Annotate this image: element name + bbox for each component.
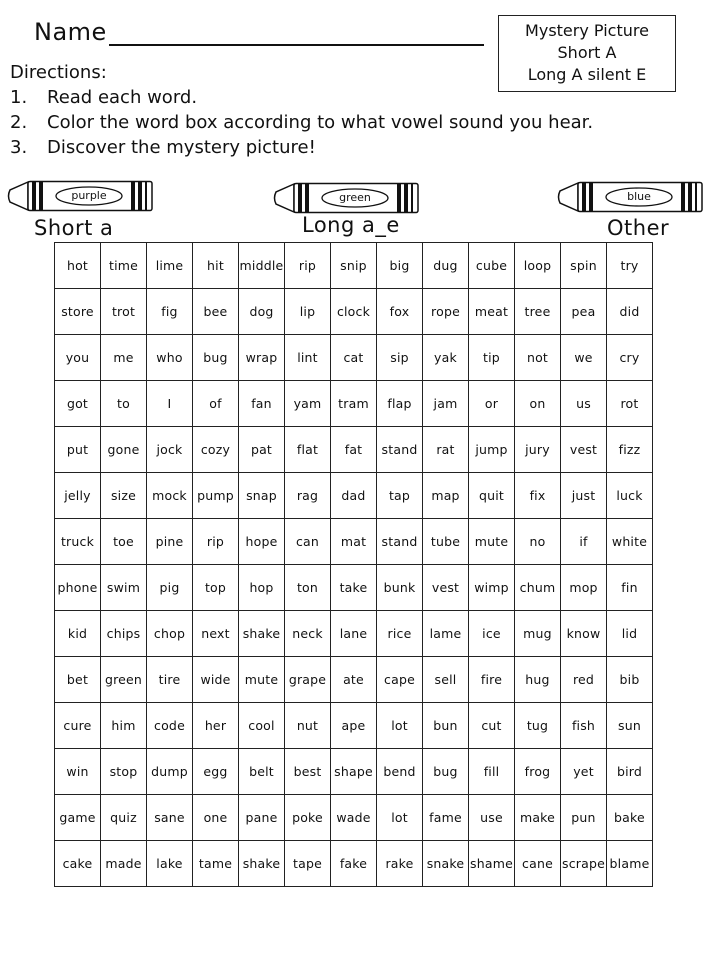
word-box[interactable]: kid — [55, 611, 101, 657]
word-box[interactable]: or — [469, 381, 515, 427]
word-box[interactable]: nut — [285, 703, 331, 749]
word-box[interactable]: win — [55, 749, 101, 795]
word-box[interactable]: lot — [377, 703, 423, 749]
crayon-blue-icon — [556, 181, 704, 213]
word-box[interactable]: bug — [423, 749, 469, 795]
category-long-a-e: Long a_e — [302, 213, 400, 237]
grid-row — [55, 427, 653, 473]
word-box[interactable]: fox — [377, 289, 423, 335]
word-box[interactable]: red — [561, 657, 607, 703]
word-box[interactable]: bet — [55, 657, 101, 703]
word-box[interactable]: know — [561, 611, 607, 657]
word-box[interactable]: flat — [285, 427, 331, 473]
word-box[interactable]: cure — [55, 703, 101, 749]
word-box[interactable]: tram — [331, 381, 377, 427]
word-box[interactable]: bug — [193, 335, 239, 381]
word-box[interactable]: tip — [469, 335, 515, 381]
word-box[interactable]: fake — [331, 841, 377, 887]
word-box[interactable]: truck — [55, 519, 101, 565]
word-box[interactable]: lame — [423, 611, 469, 657]
word-box[interactable]: white — [607, 519, 653, 565]
word-box[interactable]: me — [101, 335, 147, 381]
word-box[interactable]: wrap — [239, 335, 285, 381]
word-box[interactable]: quit — [469, 473, 515, 519]
word-box[interactable]: map — [423, 473, 469, 519]
grid-row — [55, 657, 653, 703]
word-box[interactable]: belt — [239, 749, 285, 795]
word-box[interactable]: rake — [377, 841, 423, 887]
grid-row — [55, 473, 653, 519]
word-box[interactable]: cake — [55, 841, 101, 887]
word-box[interactable]: fat — [331, 427, 377, 473]
word-box[interactable]: dog — [239, 289, 285, 335]
grid-row — [55, 611, 653, 657]
word-box[interactable]: tug — [515, 703, 561, 749]
word-box[interactable]: got — [55, 381, 101, 427]
word-box[interactable]: luck — [607, 473, 653, 519]
word-box[interactable]: blame — [607, 841, 653, 887]
word-box[interactable]: tube — [423, 519, 469, 565]
word-box[interactable]: we — [561, 335, 607, 381]
word-box[interactable]: on — [515, 381, 561, 427]
word-box[interactable]: ton — [285, 565, 331, 611]
word-box[interactable]: stand — [377, 519, 423, 565]
word-box[interactable]: of — [193, 381, 239, 427]
word-box[interactable]: made — [101, 841, 147, 887]
word-box[interactable]: spin — [561, 243, 607, 289]
word-box[interactable]: shame — [469, 841, 515, 887]
crayon-label: green — [339, 191, 371, 204]
word-box[interactable]: wide — [193, 657, 239, 703]
word-box[interactable]: no — [515, 519, 561, 565]
word-box[interactable]: tape — [285, 841, 331, 887]
word-box[interactable]: egg — [193, 749, 239, 795]
word-box[interactable]: sane — [147, 795, 193, 841]
word-box[interactable]: lake — [147, 841, 193, 887]
word-box[interactable]: cool — [239, 703, 285, 749]
word-box[interactable]: tap — [377, 473, 423, 519]
word-box[interactable]: trot — [101, 289, 147, 335]
word-box[interactable]: sell — [423, 657, 469, 703]
word-box[interactable]: cube — [469, 243, 515, 289]
word-box[interactable]: code — [147, 703, 193, 749]
word-box[interactable]: fire — [469, 657, 515, 703]
name-label: Name — [34, 18, 107, 46]
word-box[interactable]: loop — [515, 243, 561, 289]
word-box[interactable]: phone — [55, 565, 101, 611]
word-box[interactable]: shake — [239, 841, 285, 887]
word-box[interactable]: ice — [469, 611, 515, 657]
direction-step: 1. Read each word. — [10, 87, 198, 108]
word-box[interactable]: lime — [147, 243, 193, 289]
word-box[interactable]: big — [377, 243, 423, 289]
word-box[interactable]: yet — [561, 749, 607, 795]
word-box[interactable]: bake — [607, 795, 653, 841]
crayon-label: purple — [71, 189, 107, 202]
word-box[interactable]: dug — [423, 243, 469, 289]
word-box[interactable]: I — [147, 381, 193, 427]
word-box[interactable]: rot — [607, 381, 653, 427]
word-box[interactable]: gone — [101, 427, 147, 473]
word-box[interactable]: bee — [193, 289, 239, 335]
word-box[interactable]: fish — [561, 703, 607, 749]
word-box[interactable]: rice — [377, 611, 423, 657]
grid-row — [55, 519, 653, 565]
word-box[interactable]: fizz — [607, 427, 653, 473]
word-box[interactable]: clock — [331, 289, 377, 335]
word-box[interactable]: jury — [515, 427, 561, 473]
word-box[interactable]: cat — [331, 335, 377, 381]
word-box[interactable]: toe — [101, 519, 147, 565]
word-box[interactable]: middle — [239, 243, 285, 289]
word-box[interactable]: jam — [423, 381, 469, 427]
word-box[interactable]: hop — [239, 565, 285, 611]
word-box[interactable]: cane — [515, 841, 561, 887]
word-box[interactable]: shake — [239, 611, 285, 657]
category-other: Other — [607, 216, 670, 240]
word-box[interactable]: stand — [377, 427, 423, 473]
word-box[interactable]: dad — [331, 473, 377, 519]
word-box[interactable]: bunk — [377, 565, 423, 611]
word-box[interactable]: poke — [285, 795, 331, 841]
word-box[interactable]: wimp — [469, 565, 515, 611]
grid-row — [55, 703, 653, 749]
word-box[interactable]: pine — [147, 519, 193, 565]
word-box[interactable]: frog — [515, 749, 561, 795]
word-box[interactable]: pun — [561, 795, 607, 841]
grid-row — [55, 749, 653, 795]
word-box[interactable]: snip — [331, 243, 377, 289]
title-line: Short A — [557, 43, 617, 62]
word-box[interactable]: mat — [331, 519, 377, 565]
word-box[interactable]: jelly — [55, 473, 101, 519]
word-box[interactable]: you — [55, 335, 101, 381]
word-box[interactable]: top — [193, 565, 239, 611]
word-box[interactable]: bib — [607, 657, 653, 703]
directions-list — [10, 85, 593, 160]
word-box[interactable]: pane — [239, 795, 285, 841]
word-box[interactable]: if — [561, 519, 607, 565]
word-box[interactable]: him — [101, 703, 147, 749]
grid-row — [55, 243, 653, 289]
word-box[interactable]: try — [607, 243, 653, 289]
word-box[interactable]: did — [607, 289, 653, 335]
directions — [10, 62, 593, 160]
word-box[interactable]: fame — [423, 795, 469, 841]
word-box[interactable]: pea — [561, 289, 607, 335]
word-box[interactable]: snap — [239, 473, 285, 519]
word-box[interactable]: neck — [285, 611, 331, 657]
title-line: Mystery Picture — [525, 21, 649, 40]
word-box[interactable]: lip — [285, 289, 331, 335]
word-box[interactable]: rip — [285, 243, 331, 289]
word-box[interactable]: lane — [331, 611, 377, 657]
word-box[interactable]: jump — [469, 427, 515, 473]
word-box[interactable]: meat — [469, 289, 515, 335]
word-box[interactable]: fig — [147, 289, 193, 335]
word-box[interactable]: next — [193, 611, 239, 657]
word-box[interactable]: rag — [285, 473, 331, 519]
word-box[interactable]: cry — [607, 335, 653, 381]
grid-row — [55, 335, 653, 381]
category-short-a: Short a — [34, 216, 114, 240]
word-box[interactable]: green — [101, 657, 147, 703]
word-box[interactable]: ate — [331, 657, 377, 703]
word-box[interactable]: mop — [561, 565, 607, 611]
word-box[interactable]: snake — [423, 841, 469, 887]
word-box[interactable]: store — [55, 289, 101, 335]
word-box[interactable]: sun — [607, 703, 653, 749]
word-box[interactable]: make — [515, 795, 561, 841]
word-box[interactable]: dump — [147, 749, 193, 795]
grid-row — [55, 289, 653, 335]
word-box[interactable]: pump — [193, 473, 239, 519]
word-box[interactable]: game — [55, 795, 101, 841]
word-box[interactable]: just — [561, 473, 607, 519]
word-box[interactable]: cape — [377, 657, 423, 703]
word-box[interactable]: rip — [193, 519, 239, 565]
word-box[interactable]: fix — [515, 473, 561, 519]
word-box[interactable]: mock — [147, 473, 193, 519]
word-grid — [54, 242, 653, 887]
direction-step: 2. Color the word box according to what vowel sound you hear. — [10, 112, 594, 133]
word-box[interactable]: vest — [423, 565, 469, 611]
word-box[interactable]: scrape — [561, 841, 607, 887]
word-box[interactable]: lint — [285, 335, 331, 381]
word-box[interactable]: pat — [239, 427, 285, 473]
word-box[interactable]: us — [561, 381, 607, 427]
word-box[interactable]: one — [193, 795, 239, 841]
word-box[interactable]: hug — [515, 657, 561, 703]
word-box[interactable]: flap — [377, 381, 423, 427]
word-box[interactable]: to — [101, 381, 147, 427]
word-box[interactable]: fill — [469, 749, 515, 795]
word-box[interactable]: sip — [377, 335, 423, 381]
word-box[interactable]: her — [193, 703, 239, 749]
word-box[interactable]: mug — [515, 611, 561, 657]
word-box[interactable]: fan — [239, 381, 285, 427]
word-box[interactable]: tire — [147, 657, 193, 703]
grid-row — [55, 381, 653, 427]
word-box[interactable]: not — [515, 335, 561, 381]
grid-row — [55, 795, 653, 841]
word-box[interactable]: hot — [55, 243, 101, 289]
word-box[interactable]: cozy — [193, 427, 239, 473]
word-box[interactable]: lid — [607, 611, 653, 657]
word-box[interactable]: yam — [285, 381, 331, 427]
word-box[interactable]: put — [55, 427, 101, 473]
word-box[interactable]: chips — [101, 611, 147, 657]
name-field[interactable] — [109, 18, 484, 46]
word-box[interactable]: tree — [515, 289, 561, 335]
word-box[interactable]: yak — [423, 335, 469, 381]
crayon-green-icon — [272, 182, 420, 214]
crayon-label: blue — [627, 190, 651, 203]
word-box[interactable]: can — [285, 519, 331, 565]
word-box[interactable]: time — [101, 243, 147, 289]
word-box[interactable]: grape — [285, 657, 331, 703]
word-box[interactable]: size — [101, 473, 147, 519]
word-box[interactable]: shape — [331, 749, 377, 795]
word-box[interactable]: ape — [331, 703, 377, 749]
word-box[interactable]: bend — [377, 749, 423, 795]
word-box[interactable]: pig — [147, 565, 193, 611]
word-box[interactable]: rat — [423, 427, 469, 473]
word-box[interactable]: use — [469, 795, 515, 841]
word-box[interactable]: bun — [423, 703, 469, 749]
grid-row — [55, 565, 653, 611]
word-box[interactable]: hit — [193, 243, 239, 289]
word-box[interactable]: quiz — [101, 795, 147, 841]
word-box[interactable]: take — [331, 565, 377, 611]
word-box[interactable]: stop — [101, 749, 147, 795]
word-box[interactable]: best — [285, 749, 331, 795]
word-box[interactable]: bird — [607, 749, 653, 795]
word-box[interactable]: mute — [239, 657, 285, 703]
word-box[interactable]: who — [147, 335, 193, 381]
name-row — [34, 18, 484, 46]
word-box[interactable]: fin — [607, 565, 653, 611]
word-box[interactable]: rope — [423, 289, 469, 335]
word-box[interactable]: lot — [377, 795, 423, 841]
word-box[interactable]: chop — [147, 611, 193, 657]
crayon-purple-icon — [6, 180, 154, 212]
word-box[interactable]: cut — [469, 703, 515, 749]
word-box[interactable]: wade — [331, 795, 377, 841]
grid-row — [55, 841, 653, 887]
word-box[interactable]: hope — [239, 519, 285, 565]
word-box[interactable]: vest — [561, 427, 607, 473]
directions-heading: Directions: — [10, 62, 107, 83]
word-box[interactable]: mute — [469, 519, 515, 565]
word-box[interactable]: jock — [147, 427, 193, 473]
direction-step: 3. Discover the mystery picture! — [10, 137, 316, 158]
word-box[interactable]: tame — [193, 841, 239, 887]
word-box[interactable]: chum — [515, 565, 561, 611]
word-box[interactable]: swim — [101, 565, 147, 611]
title-line: Long A silent E — [527, 65, 647, 84]
